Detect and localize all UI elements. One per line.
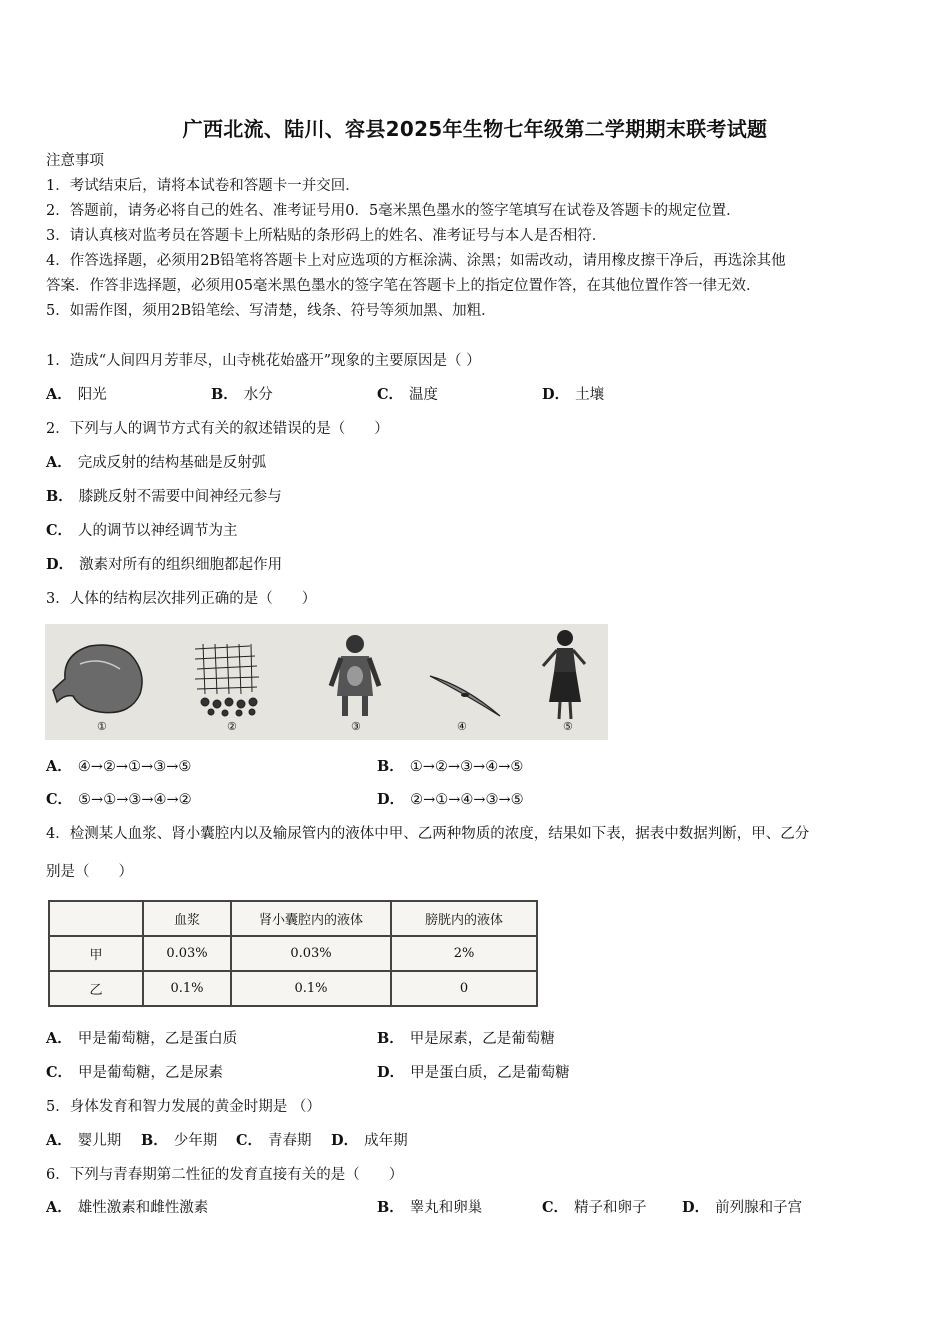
q1-option-a xyxy=(46,385,107,405)
question-1-stem: 1．造成“人间四月芳菲尽，山寺桃花始盛开”现象的主要原因是（ ） xyxy=(46,353,481,369)
option-text: ⑤→①→③→④→② xyxy=(78,792,192,808)
q2-option-a xyxy=(46,453,266,473)
option-letter: C． xyxy=(46,791,73,808)
q3-option-b xyxy=(377,757,523,777)
option-letter: B． xyxy=(377,758,404,775)
q2-option-b xyxy=(46,487,282,507)
q2-option-d xyxy=(46,555,282,575)
figure-label-4: ④ xyxy=(457,720,467,733)
option-letter: B． xyxy=(46,488,73,505)
option-letter: C． xyxy=(377,386,404,403)
option-text: 精子和卵子 xyxy=(574,1200,647,1216)
option-letter: B． xyxy=(211,386,238,403)
q4-option-b xyxy=(377,1029,555,1049)
q1-option-b xyxy=(211,385,273,405)
option-letter: D． xyxy=(542,386,570,403)
option-text: 人的调节以神经调节为主 xyxy=(78,523,238,539)
page-title: 广西北流、陆川、容县2025年生物七年级第二学期期末联考试题 xyxy=(182,117,768,141)
q1-option-c xyxy=(377,385,438,405)
question-4-stem: 4．检测某人血浆、肾小囊腔内以及输尿管内的液体中甲、乙两种物质的浓度，结果如下表，据表中数据判断，甲、乙分 xyxy=(46,826,810,842)
table-cell: 0.03% xyxy=(143,936,231,971)
option-letter: A． xyxy=(46,386,72,403)
human-system-icon xyxy=(331,635,379,716)
table-cell: 0.03% xyxy=(231,936,391,971)
q5-option-a xyxy=(46,1131,121,1151)
option-letter: B． xyxy=(377,1030,404,1047)
tissue-icon xyxy=(195,644,259,716)
option-letter: A． xyxy=(46,1199,72,1216)
option-letter: D． xyxy=(46,556,74,573)
table-cell: 2% xyxy=(391,936,537,971)
option-text: ①→②→③→④→⑤ xyxy=(409,759,524,775)
option-letter: C． xyxy=(46,1064,73,1081)
table-cell: 0.1% xyxy=(231,971,391,1006)
question-5-stem: 5．身体发育和智力发展的黄金时期是 （） xyxy=(46,1099,321,1115)
table-header-cell xyxy=(49,901,143,936)
option-text: 激素对所有的组织细胞都起作用 xyxy=(79,557,283,573)
option-text: 完成反射的结构基础是反射弧 xyxy=(77,455,267,471)
option-text: 甲是葡萄糖，乙是蛋白质 xyxy=(77,1031,238,1047)
q1-option-d xyxy=(542,385,604,405)
q6-option-d xyxy=(682,1198,802,1218)
option-letter: D． xyxy=(682,1199,710,1216)
q5-option-c xyxy=(236,1131,312,1151)
option-text: 甲是蛋白质，乙是葡萄糖 xyxy=(410,1065,570,1081)
figure-label-5: ⑤ xyxy=(563,720,573,733)
option-text: ④→②→①→③→⑤ xyxy=(77,759,192,775)
table-header-cell: 血浆 xyxy=(143,901,231,936)
structure-levels-figure xyxy=(45,624,608,740)
question-6-stem: 6．下列与青春期第二性征的发育直接有关的是（ ） xyxy=(46,1167,404,1183)
q6-option-a xyxy=(46,1198,208,1218)
option-letter: D． xyxy=(377,791,405,808)
option-text: 婴儿期 xyxy=(77,1133,122,1149)
q6-option-b xyxy=(377,1198,482,1218)
option-text: 膝跳反射不需要中间神经元参与 xyxy=(78,489,282,505)
option-letter: C． xyxy=(46,522,73,539)
table-header-row xyxy=(49,901,537,936)
option-text: 成年期 xyxy=(364,1133,408,1149)
option-letter: A． xyxy=(46,758,72,775)
option-text: 土壤 xyxy=(575,387,605,403)
figure-drawings xyxy=(45,624,608,740)
question-3-stem: 3．人体的结构层次排列正确的是（ ） xyxy=(46,591,317,607)
option-letter: D． xyxy=(331,1132,359,1149)
concentration-table xyxy=(48,900,538,1007)
notice-item: 4．作答选择题，必须用2B铅笔将答题卡上对应选项的方框涂满、涂黑；如需改动，请用橡皮擦干净后，再选涂其他 xyxy=(46,253,786,269)
table-header-cell: 膀胱内的液体 xyxy=(391,901,537,936)
option-text: ②→①→④→③→⑤ xyxy=(410,792,524,808)
option-text: 少年期 xyxy=(173,1133,218,1149)
q5-option-b xyxy=(141,1131,217,1151)
q5-option-d xyxy=(331,1131,408,1151)
option-text: 阳光 xyxy=(77,387,107,403)
option-letter: D． xyxy=(377,1064,405,1081)
option-text: 温度 xyxy=(409,387,439,403)
option-text: 甲是尿素，乙是葡萄糖 xyxy=(409,1031,555,1047)
option-text: 青春期 xyxy=(268,1133,312,1149)
notice-item: 5．如需作图，须用2B铅笔绘、写清楚，线条、符号等须加黑、加粗． xyxy=(46,303,496,319)
q4-option-d xyxy=(377,1063,570,1083)
question-4-stem-cont: 别是（ ） xyxy=(46,864,133,880)
option-letter: A． xyxy=(46,454,72,471)
option-letter: C． xyxy=(542,1199,569,1216)
notice-item: 答案．作答非选择题，必须用05毫米黑色墨水的签字笔在答题卡上的指定位置作答，在其他位置作答一律无效． xyxy=(46,278,761,294)
option-letter: A． xyxy=(46,1132,72,1149)
q3-option-c xyxy=(46,790,192,810)
human-icon xyxy=(543,630,585,719)
q6-option-c xyxy=(542,1198,647,1218)
figure-label-3: ③ xyxy=(351,720,361,733)
option-letter: B． xyxy=(377,1199,404,1216)
notice-heading: 注意事项 xyxy=(46,153,104,169)
notice-item: 2．答题前，请务必将自己的姓名、准考证号用0．5毫米黑色墨水的签字笔填写在试卷及答题卡的规定位置． xyxy=(46,203,741,219)
table-cell: 甲 xyxy=(49,936,143,971)
question-2-stem: 2．下列与人的调节方式有关的叙述错误的是（ ） xyxy=(46,421,389,437)
q3-option-a xyxy=(46,757,191,777)
notice-item: 3．请认真核对监考员在答题卡上所粘贴的条形码上的姓名、准考证号与本人是否相符． xyxy=(46,228,607,244)
table-cell: 0.1% xyxy=(143,971,231,1006)
q3-option-d xyxy=(377,790,524,810)
figure-label-2: ② xyxy=(227,720,237,733)
stomach-icon xyxy=(53,645,142,713)
table-row xyxy=(49,971,537,1006)
table-cell: 0 xyxy=(391,971,537,1006)
cell-icon xyxy=(430,676,500,716)
q4-option-c xyxy=(46,1063,223,1083)
q4-option-a xyxy=(46,1029,237,1049)
option-text: 水分 xyxy=(243,387,273,403)
notice-item: 1．考试结束后，请将本试卷和答题卡一并交回． xyxy=(46,178,360,194)
option-letter: B． xyxy=(141,1132,168,1149)
option-text: 雄性激素和雌性激素 xyxy=(77,1200,209,1216)
table-cell: 乙 xyxy=(49,971,143,1006)
q2-option-c xyxy=(46,521,238,541)
figure-label-1: ① xyxy=(97,720,107,733)
table-header-cell: 肾小囊腔内的液体 xyxy=(231,901,391,936)
option-text: 甲是葡萄糖，乙是尿素 xyxy=(78,1065,224,1081)
option-letter: C． xyxy=(236,1132,263,1149)
option-text: 睾丸和卵巢 xyxy=(409,1200,483,1216)
option-text: 前列腺和子宫 xyxy=(715,1200,803,1216)
table-row xyxy=(49,936,537,971)
option-letter: A． xyxy=(46,1030,72,1047)
